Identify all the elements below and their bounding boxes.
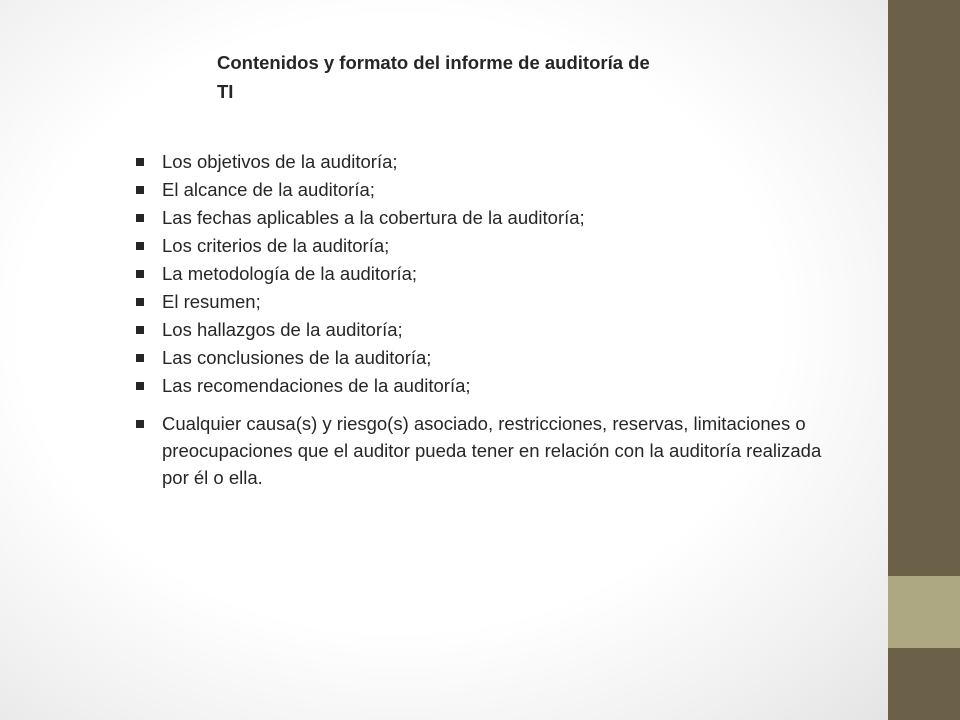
square-bullet-icon	[136, 382, 144, 390]
square-bullet-icon	[136, 242, 144, 250]
square-bullet-icon	[136, 186, 144, 194]
sidebar-accent-bottom	[888, 648, 960, 720]
square-bullet-icon	[136, 158, 144, 166]
square-bullet-icon	[136, 420, 144, 428]
list-item	[134, 344, 824, 372]
list-item-text: Los criterios de la auditoría;	[162, 235, 390, 256]
list-item-text: El resumen;	[162, 291, 261, 312]
list-item-text: El alcance de la auditoría;	[162, 179, 375, 200]
list-item-text: Cualquier causa(s) y riesgo(s) asociado, restricciones, reservas, limitaciones o preocupaciones que el auditor pueda tener en relación con la auditoría realizada por él o ella.	[162, 413, 822, 488]
list-item-text: Las fechas aplicables a la cobertura de la auditoría;	[162, 207, 585, 228]
list-item	[134, 232, 824, 260]
sidebar-accent-middle	[888, 576, 960, 648]
list-item	[134, 372, 824, 400]
square-bullet-icon	[136, 354, 144, 362]
bullet-list	[134, 148, 824, 491]
list-item-text: Los hallazgos de la auditoría;	[162, 319, 403, 340]
list-item-text: Las conclusiones de la auditoría;	[162, 347, 432, 368]
list-item	[134, 316, 824, 344]
square-bullet-icon	[136, 214, 144, 222]
list-item	[134, 176, 824, 204]
slide-title: Contenidos y formato del informe de auditoría de TI	[217, 52, 650, 102]
list-item	[134, 410, 824, 491]
list-item	[134, 260, 824, 288]
square-bullet-icon	[136, 298, 144, 306]
list-item	[134, 288, 824, 316]
list-item-text: La metodología de la auditoría;	[162, 263, 418, 284]
list-item-text: Los objetivos de la auditoría;	[162, 151, 398, 172]
sidebar-accent-top	[888, 0, 960, 576]
square-bullet-icon	[136, 270, 144, 278]
list-item	[134, 148, 824, 176]
list-item	[134, 204, 824, 232]
list-item-text: Las recomendaciones de la auditoría;	[162, 375, 471, 396]
square-bullet-icon	[136, 326, 144, 334]
